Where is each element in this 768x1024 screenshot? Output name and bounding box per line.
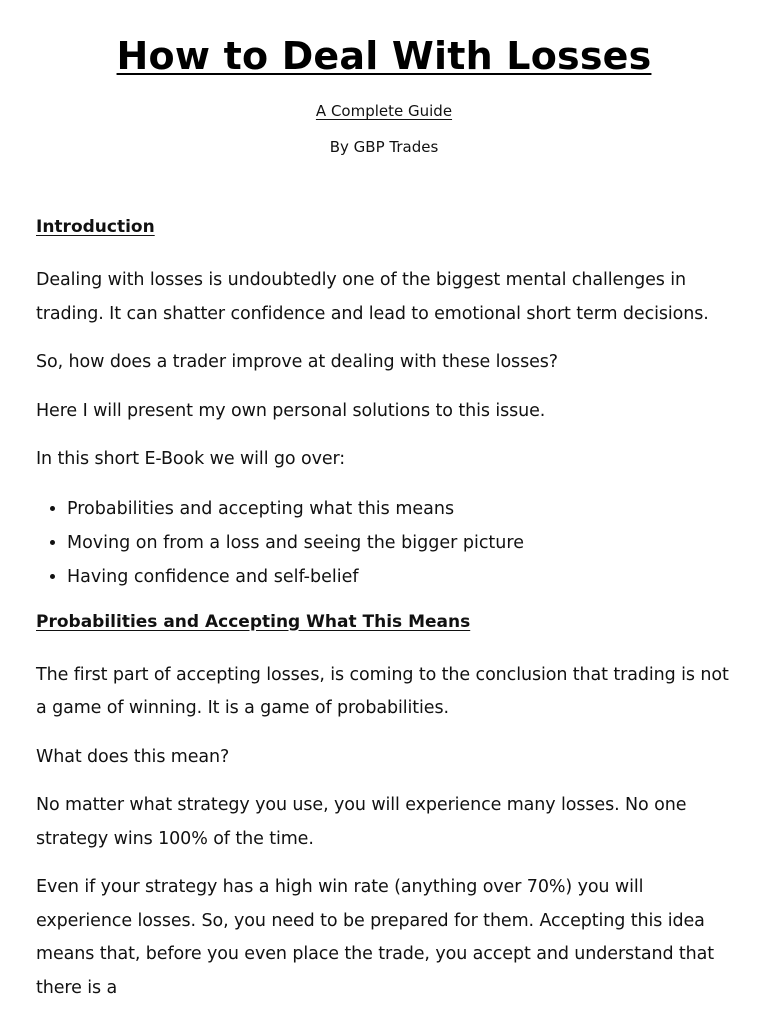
topics-list xyxy=(36,492,736,594)
intro-paragraph: In this short E-Book we will go over: xyxy=(36,449,346,469)
list-item: • Having confidence and self-belief xyxy=(67,560,736,594)
document-byline: By GBP Trades xyxy=(329,138,439,156)
section-paragraph: Even if your strategy has a high win rate (anything over 70%) you will experience losses. So, you need to be prepared for them. Accepting this idea means that, before you even place the trade, you accept and understand that there is a xyxy=(36,877,715,998)
list-item: • Moving on from a loss and seeing the bigger picture xyxy=(67,526,736,560)
section-heading-introduction: Introduction xyxy=(36,217,155,237)
document-body xyxy=(36,214,736,1020)
section-heading-probabilities: Probabilities and Accepting What This Means xyxy=(36,611,471,632)
section-paragraph: No matter what strategy you use, you will experience many losses. No one strategy wins 100% of the time. xyxy=(36,795,687,849)
document-title-text: How to Deal With Losses xyxy=(116,34,652,78)
list-item: • Probabilities and accepting what this means xyxy=(67,492,736,526)
document-subtitle-text: A Complete Guide xyxy=(315,102,453,120)
intro-paragraph: Dealing with losses is undoubtedly one of the biggest mental challenges in trading. It can shatter confidence and lead to emotional short term decisions. xyxy=(36,270,709,324)
section-paragraph: The first part of accepting losses, is coming to the conclusion that trading is not a game of winning. It is a game of probabilities. xyxy=(36,664,729,718)
document-title xyxy=(0,34,768,78)
document-subtitle xyxy=(0,102,768,120)
intro-paragraph: So, how does a trader improve at dealing with these losses? xyxy=(36,352,558,372)
section-paragraph: What does this mean? xyxy=(36,746,230,767)
intro-paragraph: Here I will present my own personal solutions to this issue. xyxy=(36,400,546,421)
